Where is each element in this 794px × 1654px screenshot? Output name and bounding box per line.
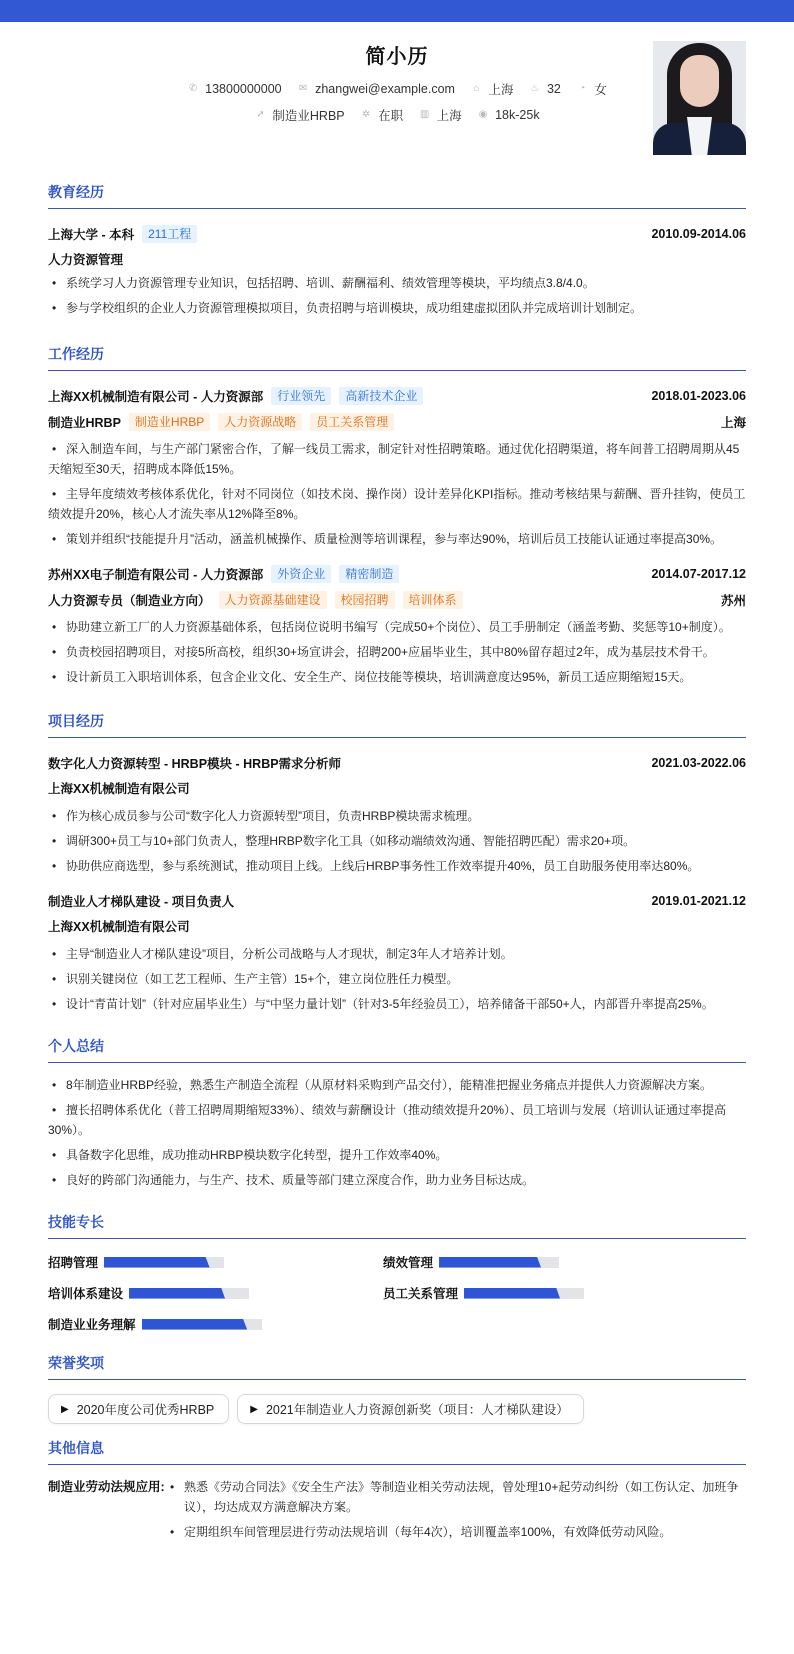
section-title: 技能专长 (48, 1212, 746, 1239)
role-tag: 人力资源战略 (218, 413, 302, 431)
work-bullets (48, 439, 746, 549)
role-tag: 培训体系 (403, 591, 463, 609)
other-section (48, 1438, 746, 1547)
list-item: • 设计“青苗计划”（针对应届毕业生）与“中坚力量计划”（针对3-5年经验员工），培养储备干部50+人，内部晋升率提高25%。 (48, 994, 746, 1014)
list-item: • 主导“制造业人才梯队建设”项目，分析公司战略与人才现状，制定3年人才培养计划。 (48, 944, 746, 964)
list-item: • 调研300+员工与10+部门负责人，整理HRBP数字化工具（如移动端绩效沟通、智能招聘匹配）需求20+项。 (48, 831, 746, 851)
section-title: 教育经历 (48, 182, 746, 209)
building-icon: ▥ (419, 109, 430, 120)
target-city: ▥ 上海 (419, 109, 462, 123)
contact-row-1 (48, 80, 746, 98)
awards-list (48, 1392, 746, 1424)
list-item: • 定期组织车间管理层进行劳动法规培训（每年4次），培训覆盖率100%，有效降低劳动风险。 (166, 1522, 746, 1542)
award-item: ▶ 2020年度公司优秀HRBP (48, 1394, 229, 1424)
section-title: 项目经历 (48, 711, 746, 738)
role-row (48, 409, 746, 435)
candidate-name: 简小历 (365, 46, 429, 68)
skill-item: 培训体系建设 (48, 1284, 383, 1302)
education-header (48, 221, 746, 247)
list-item: • 系统学习人力资源管理专业知识，包括招聘、培训、薪酬福利、绩效管理等模块，平均绩点3.8/4.0。 (48, 273, 746, 293)
role-title: 制造业HRBP (48, 416, 121, 430)
work-date: 2018.01-2023.06 (651, 389, 746, 403)
work-header (48, 383, 746, 409)
role-tag: 员工关系管理 (310, 413, 394, 431)
cake-icon: ♨ (530, 83, 540, 94)
profile-photo (653, 41, 746, 155)
top-accent-bar (0, 0, 794, 22)
awards-section (48, 1353, 746, 1424)
skill-bar (104, 1257, 224, 1268)
project-name: 数字化人力资源转型 - HRBP模块 - HRBP需求分析师 (48, 757, 342, 771)
skill-bar (464, 1288, 584, 1299)
contact-gender: ◔ 女 (576, 80, 607, 98)
status-icon: ✲ (361, 109, 371, 120)
work-section (48, 344, 746, 687)
job-status: ✲ 在职 (361, 109, 404, 123)
list-item: • 具备数字化思维，成功推动HRBP模块数字化转型，提升工作效率40%。 (48, 1145, 746, 1165)
company-tag: 精密制造 (339, 565, 399, 583)
school-name: 上海大学 - 本科 (48, 228, 135, 242)
mail-icon: ✉ (298, 83, 308, 94)
project-header (48, 888, 746, 914)
phone-icon: ✆ (188, 83, 198, 94)
company-tag: 高新技术企业 (339, 387, 423, 405)
project-org: 上海XX机械制造有限公司 (48, 920, 190, 934)
role-tag: 制造业HRBP (129, 413, 210, 431)
expected-salary: ◉ 18k-25k (478, 108, 540, 122)
skill-bar (439, 1257, 559, 1268)
triangle-right-icon: ▶ (61, 1403, 69, 1415)
skills-section (48, 1212, 746, 1333)
section-title: 荣誉奖项 (48, 1353, 746, 1380)
home-icon: ⌂ (473, 83, 480, 94)
education-section (48, 182, 746, 318)
list-item: • 识别关键岗位（如工艺工程师、生产主管）15+个，建立岗位胜任力模型。 (48, 969, 746, 989)
gender-icon: ◔ (579, 83, 586, 94)
project-bullets (48, 806, 746, 876)
role-row (48, 587, 746, 613)
project-header (48, 750, 746, 776)
skill-item: 制造业业务理解 (48, 1315, 383, 1333)
education-bullets (48, 273, 746, 318)
contact-email[interactable]: ✉ zhangwei@example.com (298, 82, 455, 96)
summary-section (48, 1036, 746, 1190)
skill-item: 员工关系管理 (383, 1284, 718, 1302)
list-item: • 作为核心成员参与公司“数字化人力资源转型”项目，负责HRBP模块需求梳理。 (48, 806, 746, 826)
other-bullets (166, 1477, 746, 1547)
work-location: 上海 (720, 416, 746, 430)
send-icon: ➚ (256, 109, 265, 120)
project-org: 上海XX机械制造有限公司 (48, 782, 190, 796)
list-item: • 策划并组织“技能提升月”活动，涵盖机械操作、质量检测等培训课程，参与率达90%，培训后员工技能认证通过率提高30%。 (48, 529, 746, 549)
list-item: • 熟悉《劳动合同法》《安全生产法》等制造业相关劳动法规，曾处理10+起劳动纠纷（如工伤认定、加班争议），均达成双方满意解决方案。 (166, 1477, 746, 1517)
list-item: • 负责校园招聘项目，对接5所高校，组织30+场宣讲会，招聘200+应届毕业生，其中80%留存超过2年，成为基层技术骨干。 (48, 642, 746, 662)
role-tag: 人力资源基础建设 (219, 591, 327, 609)
work-date: 2014.07-2017.12 (651, 567, 746, 581)
list-item: • 深入制造车间，与生产部门紧密合作，了解一线员工需求，制定针对性招聘策略。通过优化招聘渠道，将车间普工招聘周期从45天缩短至30天，招聘成本降低15%。 (48, 439, 746, 479)
list-item: • 8年制造业HRBP经验，熟悉生产制造全流程（从原材料采购到产品交付），能精准把握业务痛点并提供人力资源解决方案。 (48, 1075, 746, 1095)
contact-age: ♨ 32 (530, 82, 561, 96)
list-item: • 设计新员工入职培训体系，包含企业文化、安全生产、岗位技能等模块，培训满意度达95%，新员工适应期缩短15天。 (48, 667, 746, 687)
resume-page (0, 22, 794, 1547)
target-position: ➚ 制造业HRBP (256, 109, 345, 123)
work-location: 苏州 (720, 594, 746, 608)
work-header (48, 561, 746, 587)
list-item: • 协助建立新工厂的人力资源基础体系，包括岗位说明书编写（完成50+个岗位）、员工手册制定（涵盖考勤、奖惩等10+制度）。 (48, 617, 746, 637)
education-date: 2010.09-2014.06 (651, 227, 746, 241)
major: 人力资源管理 (48, 253, 124, 267)
other-label: 制造业劳动法规应用: (48, 1480, 165, 1494)
company-tag: 外资企业 (271, 565, 331, 583)
list-item: • 擅长招聘体系优化（普工招聘周期缩短33%）、绩效与薪酬设计（推动绩效提升20%）、员工培训与发展（培训认证通过率提高30%）。 (48, 1100, 746, 1140)
project-name: 制造业人才梯队建设 - 项目负责人 (48, 895, 235, 909)
project-date: 2021.03-2022.06 (651, 756, 746, 770)
project-bullets (48, 944, 746, 1014)
projects-section (48, 711, 746, 1014)
role-title: 人力资源专员（制造业方向） (48, 594, 211, 608)
salary-icon: ◉ (478, 109, 488, 120)
resume-header (48, 22, 746, 182)
work-bullets (48, 617, 746, 687)
award-item: ▶ 2021年制造业人力资源创新奖（项目：人才梯队建设） (237, 1394, 584, 1424)
triangle-right-icon: ▶ (250, 1403, 258, 1415)
list-item: • 协助供应商选型，参与系统测试，推动项目上线。上线后HRBP事务性工作效率提升40%，员工自助服务使用率达80%。 (48, 856, 746, 876)
list-item: • 参与学校组织的企业人力资源管理模拟项目，负责招聘与培训模块，成功组建虚拟团队并完成培训计划制定。 (48, 298, 746, 318)
skill-item: 绩效管理 (383, 1253, 718, 1271)
skill-item: 招聘管理 (48, 1253, 383, 1271)
section-title: 个人总结 (48, 1036, 746, 1063)
list-item: • 良好的跨部门沟通能力，与生产、技术、质量等部门建立深度合作，助力业务目标达成。 (48, 1170, 746, 1190)
role-tag: 校园招聘 (335, 591, 395, 609)
list-item: • 主导年度绩效考核体系优化，针对不同岗位（如技术岗、操作岗）设计差异化KPI指标。推动考核结果与薪酬、晋升挂钩，使员工绩效提升20%，核心人才流失率从12%降至8%。 (48, 484, 746, 524)
skills-grid (48, 1251, 746, 1333)
skill-bar (142, 1319, 262, 1330)
contact-city: ⌂ 上海 (470, 80, 513, 98)
contact-row-2 (48, 106, 746, 124)
other-info (48, 1477, 746, 1547)
company-tag: 行业领先 (271, 387, 331, 405)
contact-phone: ✆ 13800000000 (188, 82, 282, 96)
section-title: 工作经历 (48, 344, 746, 371)
company-name: 上海XX机械制造有限公司 - 人力资源部 (48, 390, 264, 404)
summary-bullets (48, 1075, 746, 1190)
section-title: 其他信息 (48, 1438, 746, 1465)
skill-bar (129, 1288, 249, 1299)
project-date: 2019.01-2021.12 (651, 894, 746, 908)
company-name: 苏州XX电子制造有限公司 - 人力资源部 (48, 568, 264, 582)
school-tag: 211工程 (142, 225, 197, 243)
